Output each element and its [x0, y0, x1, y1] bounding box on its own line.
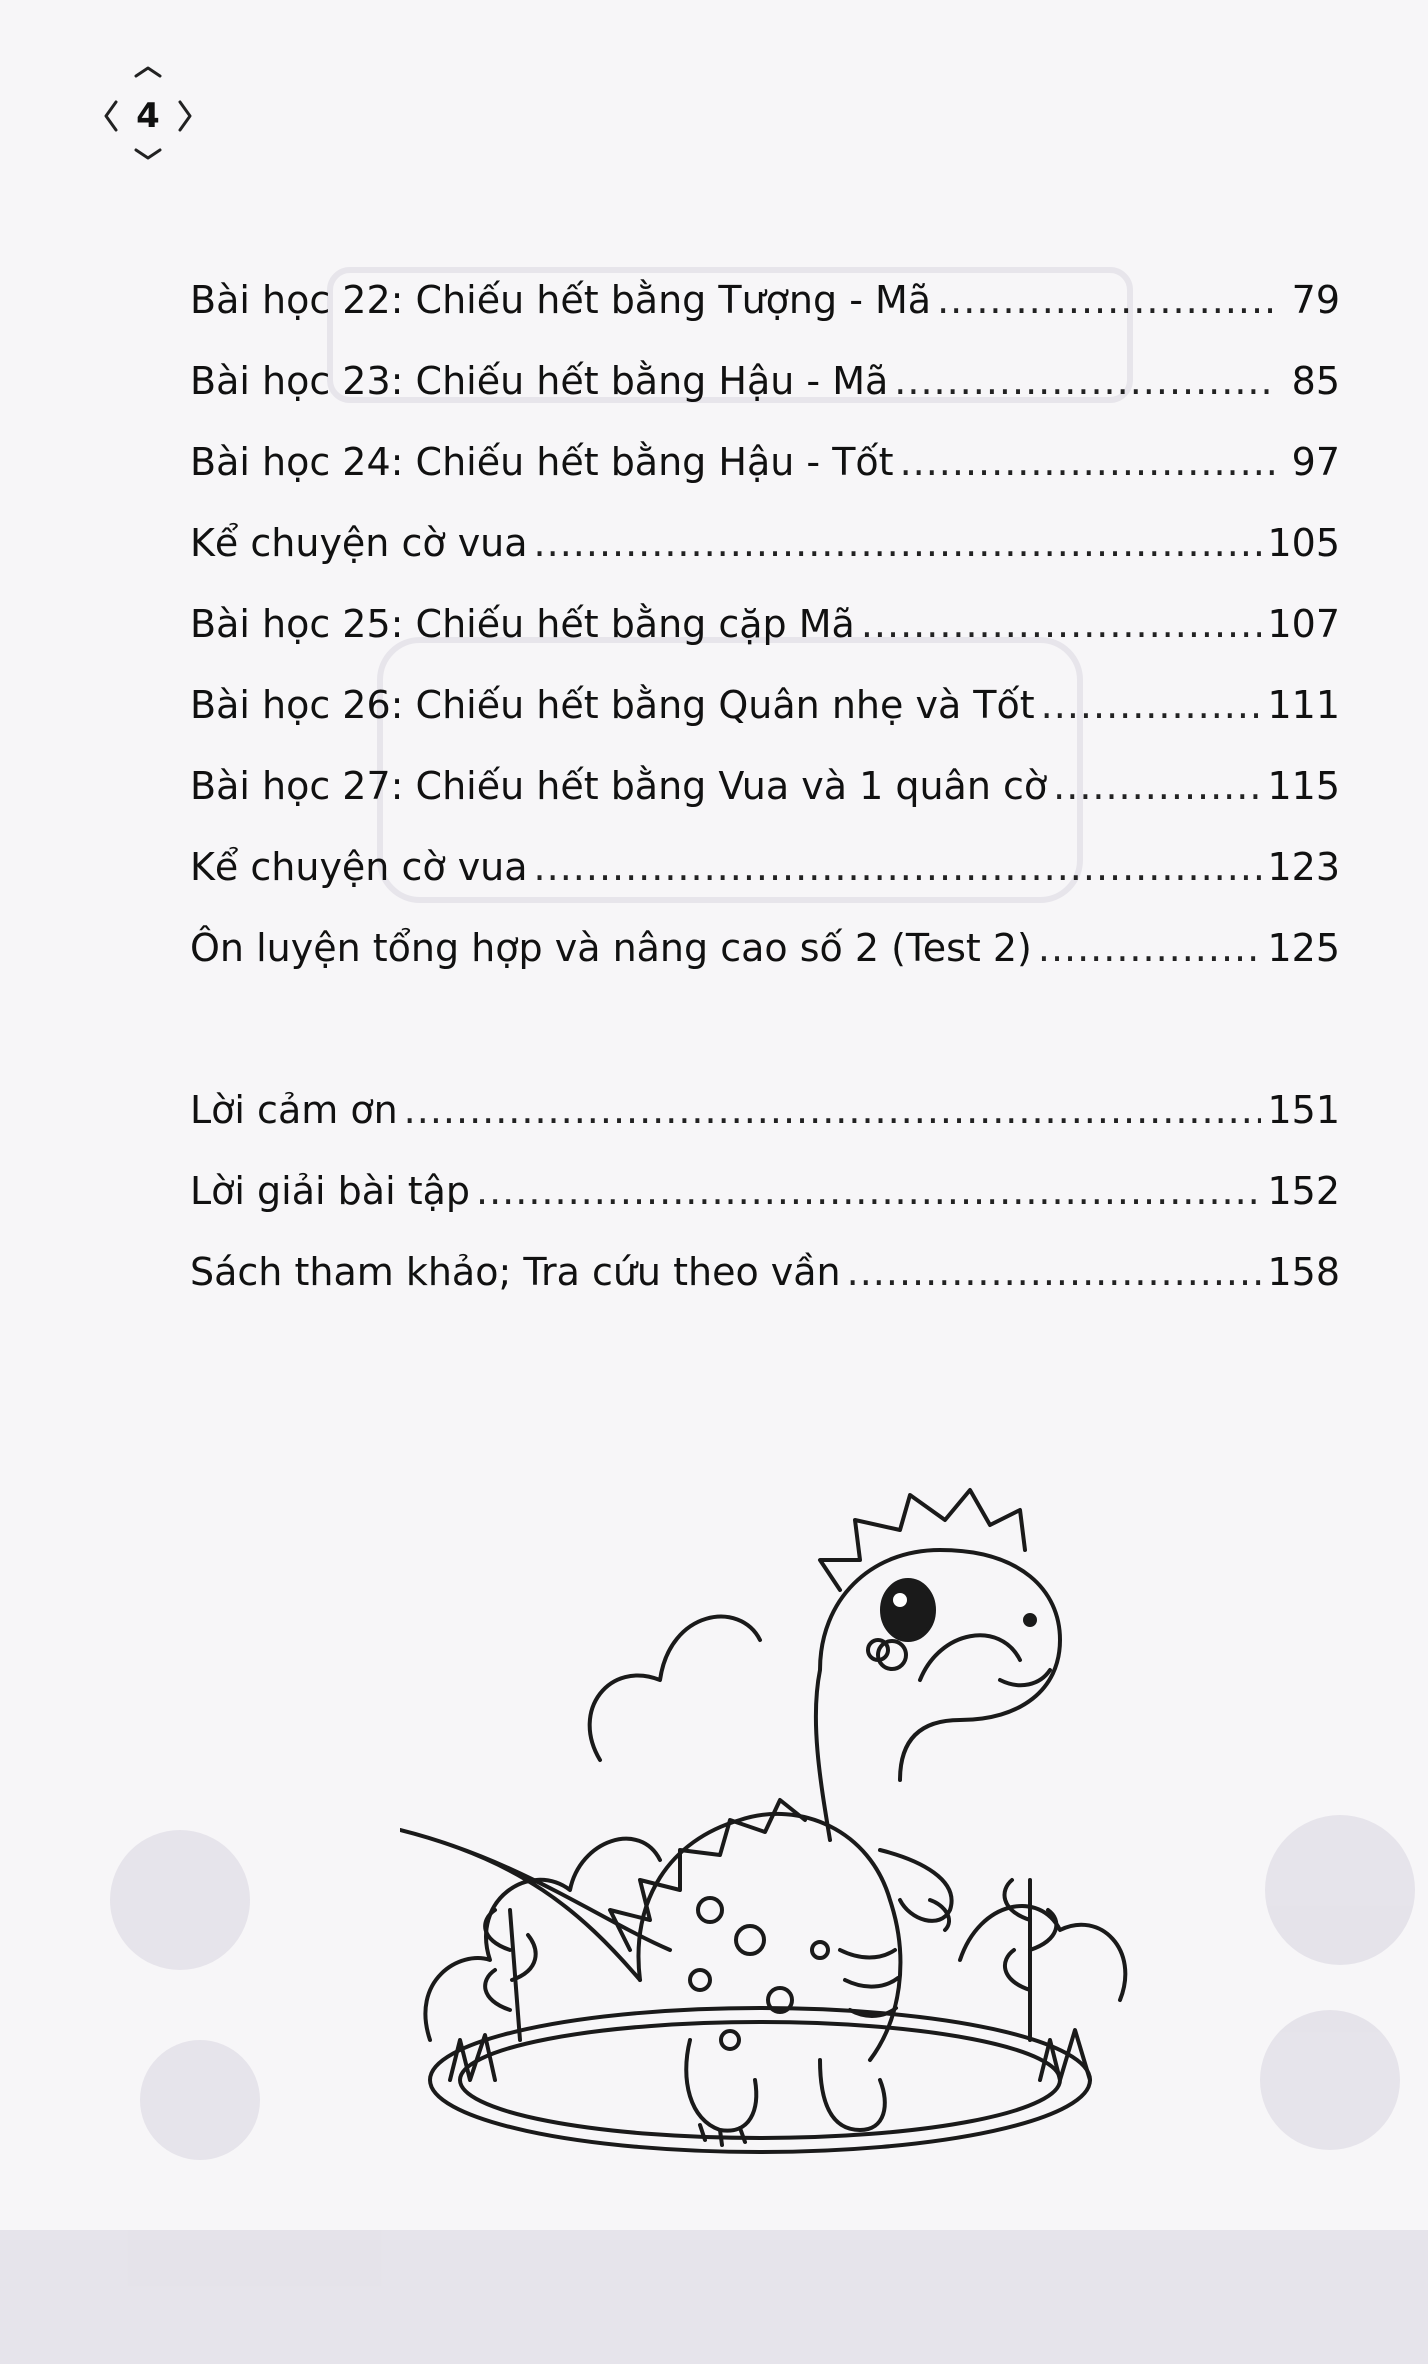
table-of-contents-appendix: [190, 1086, 1340, 1329]
toc-dot-leader: [861, 600, 1262, 648]
toc-entry-page: 107: [1267, 602, 1340, 646]
table-of-contents-main: [190, 276, 1340, 1005]
toc-dot-leader: [476, 1167, 1261, 1215]
toc-entry-page: 152: [1267, 1169, 1340, 1213]
toc-entry[interactable]: [190, 1086, 1340, 1167]
toc-dot-leader: [1038, 924, 1262, 972]
toc-dot-leader: [847, 1248, 1262, 1296]
toc-entry-page: 158: [1267, 1250, 1340, 1294]
toc-entry-page: 151: [1267, 1088, 1340, 1132]
toc-dot-leader: [404, 1086, 1262, 1134]
page-number-badge: [96, 66, 200, 166]
toc-entry-page: 97: [1291, 440, 1340, 484]
toc-entry-title: Bài học 23: Chiếu hết bằng Hậu - Mã: [190, 359, 889, 403]
toc-entry[interactable]: [190, 357, 1340, 438]
toc-dot-leader: [937, 276, 1276, 324]
toc-entry[interactable]: [190, 438, 1340, 519]
toc-entry-page: 115: [1267, 764, 1340, 808]
toc-entry[interactable]: [190, 843, 1340, 924]
toc-entry[interactable]: [190, 924, 1340, 1005]
toc-entry-title: Kể chuyện cờ vua: [190, 845, 528, 889]
toc-entry-page: 105: [1267, 521, 1340, 565]
toc-dot-leader: [534, 519, 1262, 567]
toc-entry-title: Bài học 25: Chiếu hết bằng cặp Mã: [190, 602, 855, 646]
toc-entry[interactable]: [190, 600, 1340, 681]
toc-entry-title: Bài học 24: Chiếu hết bằng Hậu - Tốt: [190, 440, 894, 484]
baby-dinosaur-icon: [400, 1480, 1160, 2200]
toc-entry-title: Lời cảm ơn: [190, 1088, 398, 1132]
toc-entry[interactable]: [190, 519, 1340, 600]
toc-dot-leader: [894, 357, 1276, 405]
toc-entry-title: Kể chuyện cờ vua: [190, 521, 528, 565]
toc-entry-title: Bài học 26: Chiếu hết bằng Quân nhẹ và Tốt: [190, 683, 1035, 727]
toc-entry-page: 111: [1267, 683, 1340, 727]
toc-entry-page: 79: [1291, 278, 1340, 322]
toc-entry-page: 123: [1267, 845, 1340, 889]
toc-entry-title: Ôn luyện tổng hợp và nâng cao số 2 (Test 2): [190, 926, 1032, 970]
toc-entry[interactable]: [190, 276, 1340, 357]
toc-entry[interactable]: [190, 681, 1340, 762]
toc-entry[interactable]: [190, 1167, 1340, 1248]
toc-entry-title: Lời giải bài tập: [190, 1169, 471, 1213]
toc-entry-page: 125: [1267, 926, 1340, 970]
page-number: 4: [136, 96, 160, 136]
toc-dot-leader: [1041, 681, 1262, 729]
toc-dot-leader: [534, 843, 1262, 891]
toc-entry-page: 85: [1291, 359, 1340, 403]
toc-entry-title: Sách tham khảo; Tra cứu theo vần: [190, 1250, 841, 1294]
toc-entry-title: Bài học 27: Chiếu hết bằng Vua và 1 quân cờ: [190, 764, 1048, 808]
toc-entry[interactable]: [190, 762, 1340, 843]
toc-dot-leader: [1053, 762, 1261, 810]
toc-dot-leader: [900, 438, 1276, 486]
toc-entry-title: Bài học 22: Chiếu hết bằng Tượng - Mã: [190, 278, 932, 322]
toc-entry[interactable]: [190, 1248, 1340, 1329]
